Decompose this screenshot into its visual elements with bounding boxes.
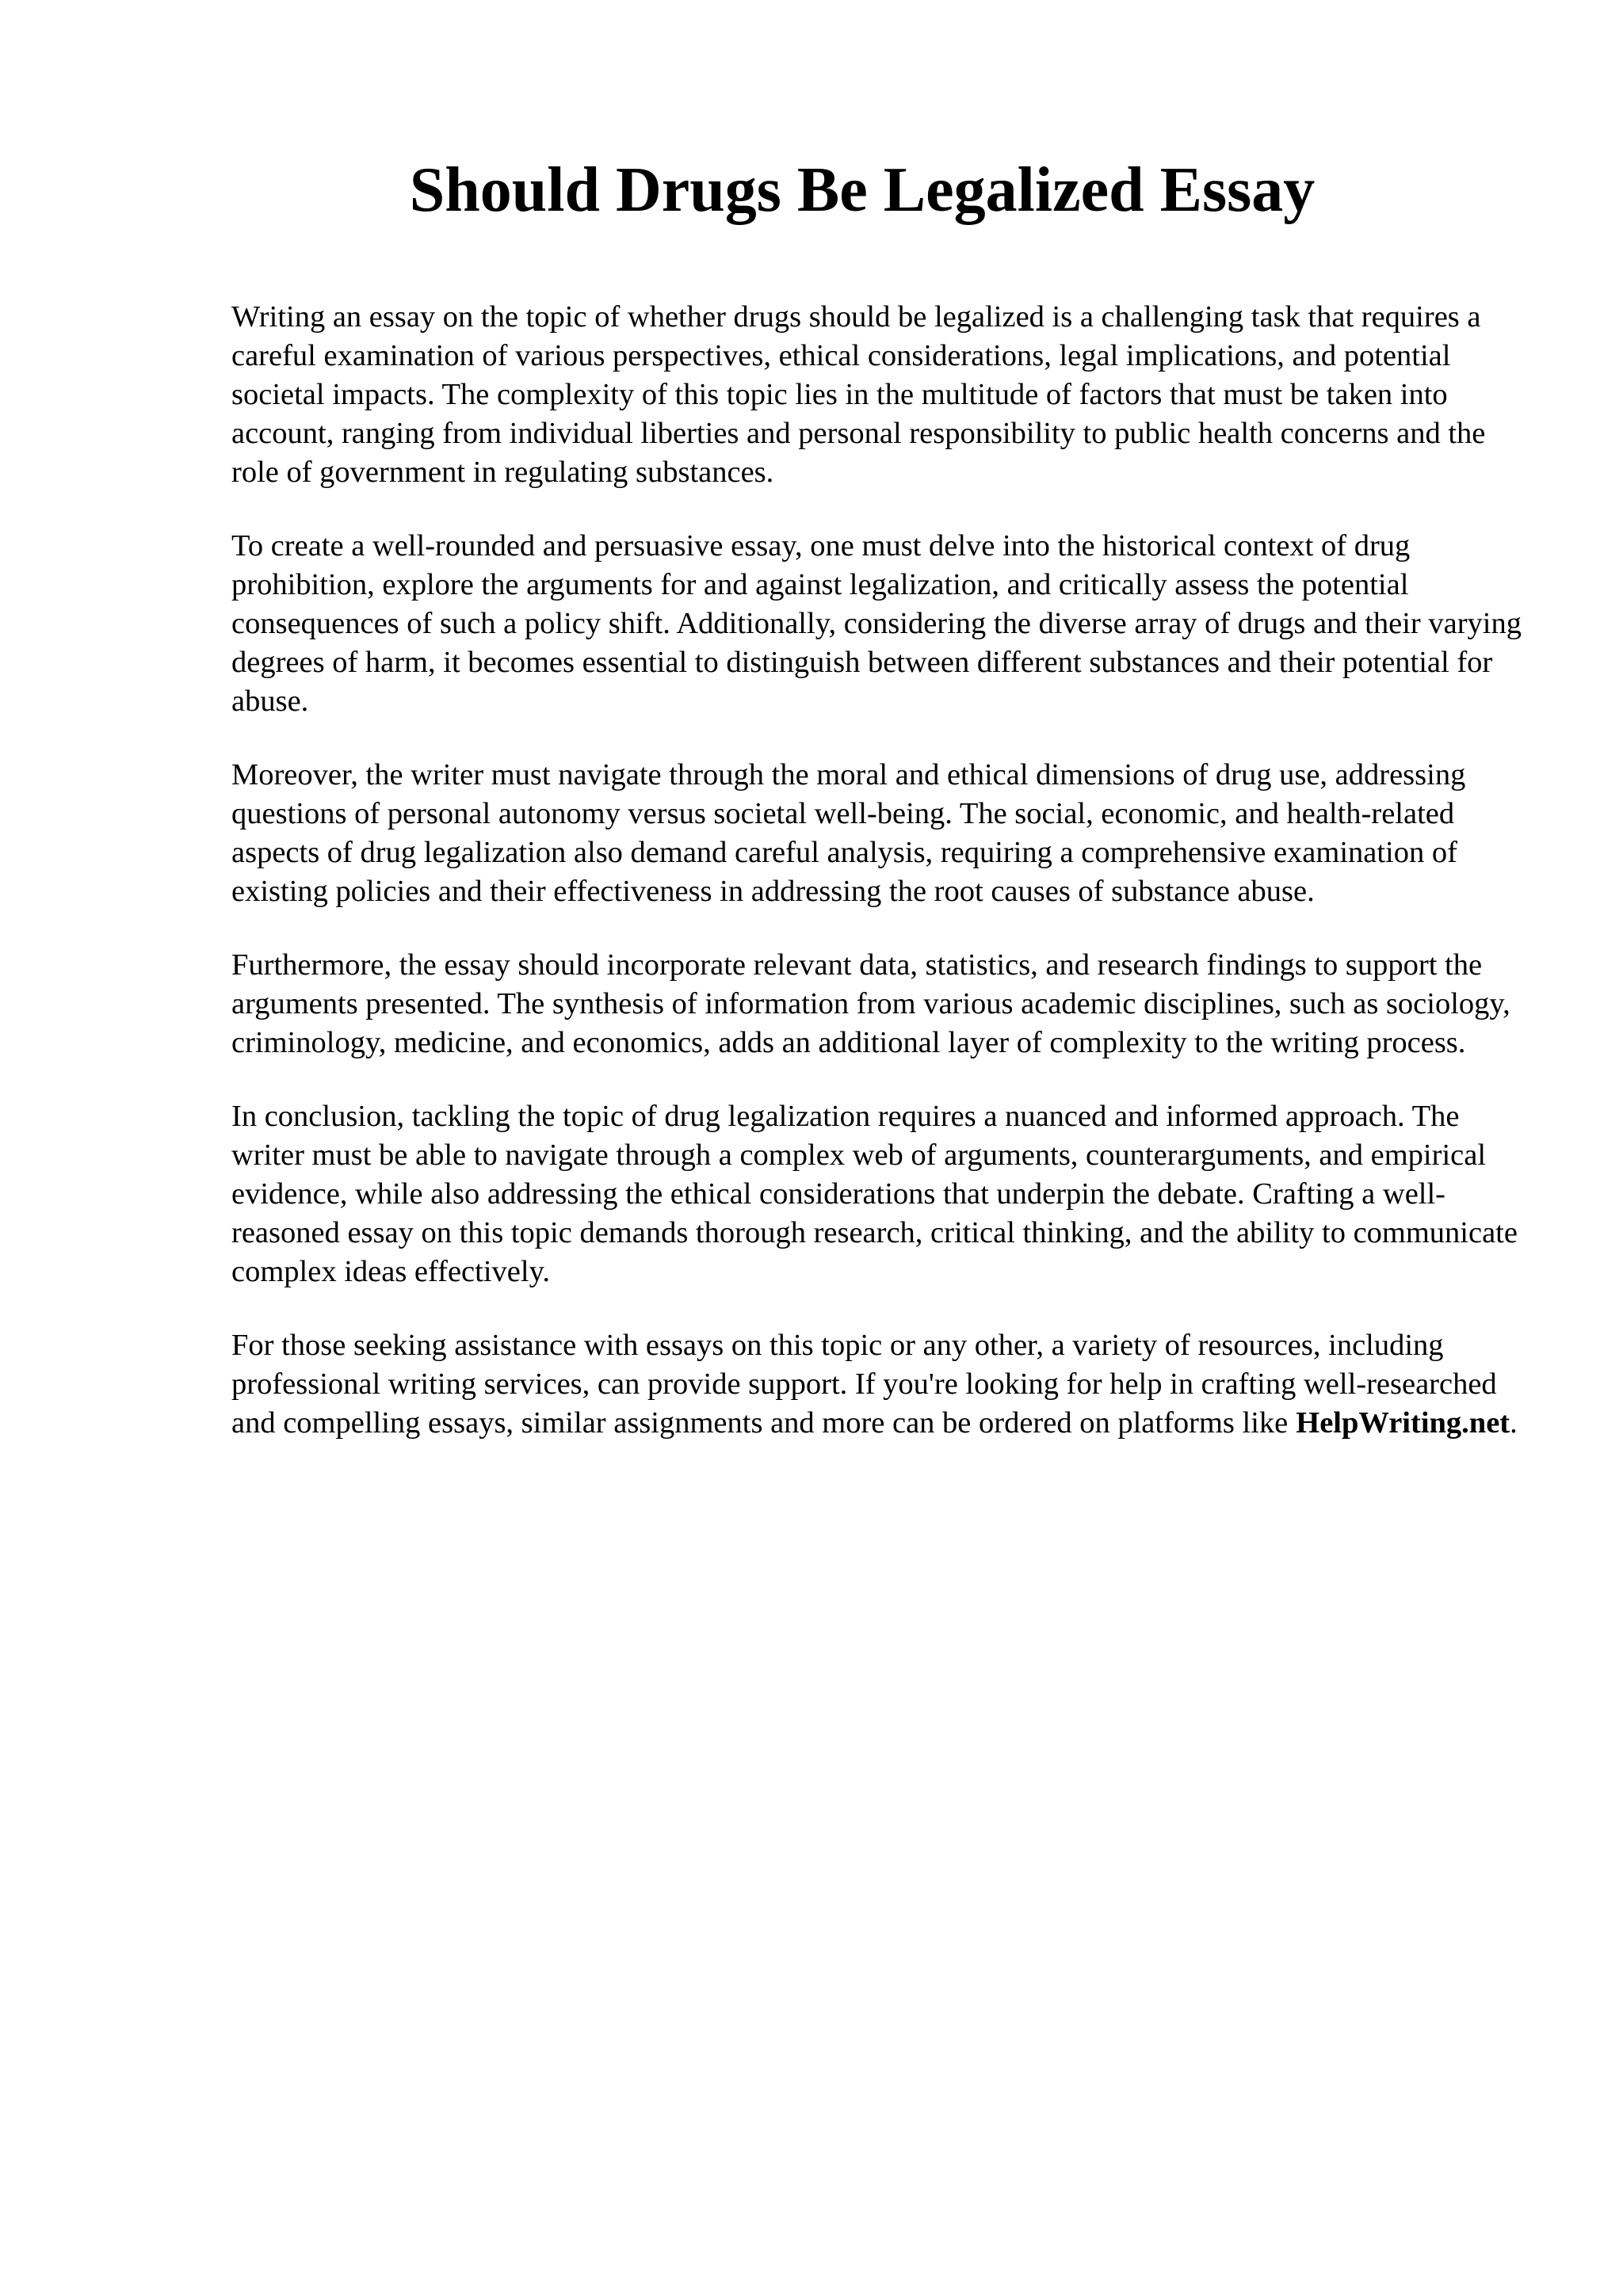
paragraph-context: To create a well-rounded and persuasive essay, one must delve into the historical context of drug prohibition, explore the arguments for and against legalization, and critically assess the potential consequences of such a policy shift. Additionally, considering the diverse array of drugs and their varying degrees of harm, it becomes essential to distinguish between different substances and their potential for abuse. — [231, 529, 1522, 718]
document-body — [231, 298, 1531, 1478]
closing-text: For those seeking assistance with essays on this topic or any other, a variety of resources, including professional writing services, can provide support. If you're looking for help in crafting well-researched and compelling essays, similar assignments and more can be ordered on platforms like — [231, 1329, 1497, 1440]
paragraph-closing — [231, 1326, 1531, 1443]
paragraph-moral: Moreover, the writer must navigate through the moral and ethical dimensions of drug use, addressing questions of personal autonomy versus societal well-being. The social, economic, and health-related aspects of drug legalization also demand careful analysis, requiring a comprehensive examination of existing policies and their effectiveness in addressing the root causes of substance abuse. — [231, 758, 1466, 908]
paragraph-data: Furthermore, the essay should incorporate relevant data, statistics, and research findings to support the arguments presented. The synthesis of information from various academic disciplines, such as sociology, criminology, medicine, and economics, adds an additional layer of complexity to the writing process. — [231, 948, 1510, 1059]
document-title: Should Drugs Be Legalized Essay — [409, 155, 1316, 225]
closing-period: . — [1510, 1406, 1518, 1440]
helpwriting-link[interactable]: HelpWriting.net — [1296, 1406, 1510, 1440]
paragraph-intro: Writing an essay on the topic of whether drugs should be legalized is a challenging task that requires a careful examination of various perspectives, ethical considerations, legal implications, and potential societal impacts. The complexity of this topic lies in the multitude of factors that must be taken into account, ranging from individual liberties and personal responsibility to public health concerns and the role of government in regulating substances. — [231, 300, 1486, 489]
paragraph-conclusion: In conclusion, tackling the topic of drug legalization requires a nuanced and informed approach. The writer must be able to navigate through a complex web of arguments, counterarguments, and empirical evidence, while also addressing the ethical considerations that underpin the debate. Crafting a well-reasoned essay on this topic demands thorough research, critical thinking, and the ability to communicate complex ideas effectively. — [231, 1100, 1518, 1288]
